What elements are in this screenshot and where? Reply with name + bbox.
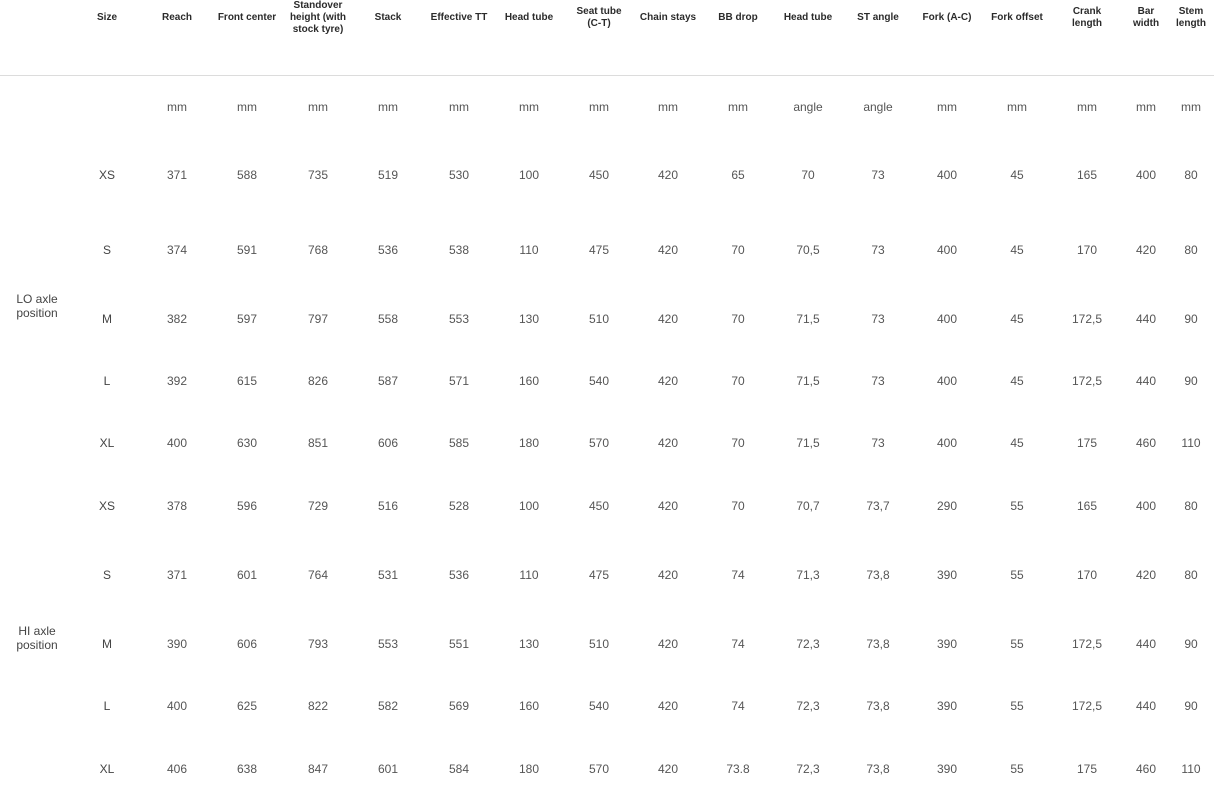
unit-label: mm xyxy=(167,100,187,114)
size-cell: XS xyxy=(98,499,116,513)
unit-label: angle xyxy=(793,100,823,114)
table-cell: 822 xyxy=(307,699,329,713)
table-cell: 558 xyxy=(377,312,399,326)
table-cell: 729 xyxy=(307,499,329,513)
unit-label: mm xyxy=(1181,100,1201,114)
table-cell: 70 xyxy=(731,312,745,326)
axle-position-label-line: position xyxy=(16,638,58,652)
table-cell: 587 xyxy=(377,374,399,388)
column-header-line: height (with xyxy=(289,12,347,23)
table-cell: 165 xyxy=(1076,168,1098,182)
column-header-line: Fork (A-C) xyxy=(922,12,972,23)
table-cell: 528 xyxy=(448,499,470,513)
table-cell: 45 xyxy=(1010,312,1024,326)
table-cell: 70,7 xyxy=(796,499,820,513)
column-header-line: Effective TT xyxy=(430,12,488,23)
column-header-line: Seat tube xyxy=(576,6,622,17)
table-cell: 516 xyxy=(377,499,399,513)
unit-label: mm xyxy=(378,100,398,114)
table-cell: 601 xyxy=(377,762,399,776)
table-cell: 847 xyxy=(307,762,329,776)
unit-label: angle xyxy=(863,100,893,114)
table-cell: 390 xyxy=(936,699,958,713)
table-cell: 80 xyxy=(1184,243,1198,257)
table-cell: 475 xyxy=(588,568,610,582)
table-cell: 72,3 xyxy=(796,762,820,776)
header-divider xyxy=(0,75,1214,76)
table-cell: 440 xyxy=(1135,637,1157,651)
table-cell: 70 xyxy=(731,436,745,450)
table-cell: 172,5 xyxy=(1071,374,1103,388)
column-header xyxy=(1133,6,1159,30)
column-header xyxy=(923,12,972,24)
table-cell: 175 xyxy=(1076,436,1098,450)
table-cell: 400 xyxy=(936,243,958,257)
column-header-line: width xyxy=(1132,18,1160,29)
table-cell: 400 xyxy=(936,312,958,326)
table-cell: 55 xyxy=(1010,762,1024,776)
table-cell: 570 xyxy=(588,436,610,450)
table-cell: 519 xyxy=(377,168,399,182)
table-cell: 72,3 xyxy=(796,637,820,651)
table-cell: 55 xyxy=(1010,568,1024,582)
table-cell: 45 xyxy=(1010,374,1024,388)
table-cell: 536 xyxy=(377,243,399,257)
table-cell: 74 xyxy=(731,637,745,651)
table-cell: 400 xyxy=(936,374,958,388)
size-cell: L xyxy=(103,699,111,713)
column-header xyxy=(991,12,1043,24)
table-cell: 420 xyxy=(1135,243,1157,257)
unit-label: mm xyxy=(589,100,609,114)
size-cell: L xyxy=(103,374,111,388)
table-cell: 606 xyxy=(377,436,399,450)
table-cell: 530 xyxy=(448,168,470,182)
table-cell: 378 xyxy=(166,499,188,513)
table-cell: 45 xyxy=(1010,168,1024,182)
table-cell: 73 xyxy=(871,243,885,257)
table-cell: 797 xyxy=(307,312,329,326)
column-header xyxy=(290,0,346,36)
table-cell: 591 xyxy=(236,243,258,257)
table-cell: 440 xyxy=(1135,699,1157,713)
table-cell: 172,5 xyxy=(1071,637,1103,651)
table-cell: 420 xyxy=(657,312,679,326)
table-cell: 390 xyxy=(936,637,958,651)
table-cell: 73 xyxy=(871,312,885,326)
table-cell: 420 xyxy=(657,568,679,582)
unit-label: mm xyxy=(937,100,957,114)
table-cell: 110 xyxy=(519,243,539,257)
table-cell: 584 xyxy=(448,762,470,776)
column-header-line: stock tyre) xyxy=(292,24,344,35)
table-cell: 420 xyxy=(657,436,679,450)
table-cell: 851 xyxy=(307,436,329,450)
unit-label: mm xyxy=(1077,100,1097,114)
table-cell: 510 xyxy=(588,312,610,326)
column-header-line: Front center xyxy=(217,12,277,23)
size-cell: M xyxy=(102,637,112,651)
column-header-line: length xyxy=(1176,18,1206,29)
table-cell: 638 xyxy=(236,762,258,776)
column-header xyxy=(857,12,899,24)
table-cell: 392 xyxy=(166,374,188,388)
size-cell: XS xyxy=(98,168,116,182)
column-header-line: Chain stays xyxy=(639,12,697,23)
table-cell: 596 xyxy=(236,499,258,513)
column-header-line: BB drop xyxy=(718,12,758,23)
table-cell: 510 xyxy=(588,637,610,651)
table-cell: 569 xyxy=(448,699,470,713)
table-cell: 45 xyxy=(1010,436,1024,450)
table-cell: 73.8 xyxy=(726,762,750,776)
table-cell: 601 xyxy=(236,568,258,582)
table-cell: 460 xyxy=(1135,762,1157,776)
table-cell: 172,5 xyxy=(1071,699,1103,713)
table-cell: 55 xyxy=(1010,637,1024,651)
column-header-line: Stack xyxy=(374,12,402,23)
table-cell: 74 xyxy=(731,568,745,582)
table-cell: 536 xyxy=(448,568,470,582)
column-header-line: Stem xyxy=(1178,6,1204,17)
table-cell: 625 xyxy=(236,699,258,713)
table-cell: 582 xyxy=(377,699,399,713)
column-header-line: Standover xyxy=(293,0,343,11)
table-cell: 585 xyxy=(448,436,470,450)
table-cell: 400 xyxy=(166,699,188,713)
table-cell: 420 xyxy=(657,499,679,513)
column-header xyxy=(640,12,696,24)
column-header-line: length xyxy=(1072,18,1102,29)
table-cell: 73,8 xyxy=(866,568,890,582)
table-cell: 90 xyxy=(1184,637,1198,651)
table-cell: 400 xyxy=(1135,499,1157,513)
table-cell: 172,5 xyxy=(1071,312,1103,326)
table-cell: 73,7 xyxy=(866,499,890,513)
column-header xyxy=(1072,6,1102,30)
table-cell: 71,5 xyxy=(796,374,820,388)
table-cell: 400 xyxy=(936,436,958,450)
table-cell: 175 xyxy=(1076,762,1098,776)
unit-label: mm xyxy=(658,100,678,114)
table-cell: 160 xyxy=(518,699,540,713)
table-cell: 538 xyxy=(448,243,470,257)
table-cell: 588 xyxy=(236,168,258,182)
table-cell: 80 xyxy=(1184,168,1198,182)
table-cell: 160 xyxy=(518,374,540,388)
table-cell: 597 xyxy=(236,312,258,326)
table-cell: 764 xyxy=(307,568,329,582)
unit-label: mm xyxy=(1007,100,1027,114)
axle-position-label xyxy=(16,624,57,652)
column-header-line: Head tube xyxy=(504,12,554,23)
column-header xyxy=(718,12,757,24)
table-cell: 74 xyxy=(731,699,745,713)
table-cell: 768 xyxy=(307,243,329,257)
axle-position-label-line: position xyxy=(16,306,58,320)
column-header-line: Crank xyxy=(1072,6,1102,17)
table-cell: 420 xyxy=(657,168,679,182)
table-cell: 406 xyxy=(166,762,188,776)
unit-label: mm xyxy=(728,100,748,114)
table-cell: 440 xyxy=(1135,374,1157,388)
axle-position-label-line: LO axle xyxy=(16,292,58,306)
table-cell: 475 xyxy=(588,243,610,257)
column-header-line: Head tube xyxy=(783,12,833,23)
table-cell: 90 xyxy=(1184,374,1198,388)
table-cell: 73 xyxy=(871,168,885,182)
table-cell: 571 xyxy=(448,374,470,388)
table-cell: 551 xyxy=(448,637,470,651)
unit-label: mm xyxy=(449,100,469,114)
table-cell: 65 xyxy=(731,168,745,182)
table-cell: 70 xyxy=(801,168,815,182)
table-cell: 630 xyxy=(236,436,258,450)
table-cell: 390 xyxy=(936,568,958,582)
table-cell: 440 xyxy=(1135,312,1157,326)
table-cell: 553 xyxy=(448,312,470,326)
table-cell: 540 xyxy=(588,699,610,713)
table-cell: 826 xyxy=(307,374,329,388)
column-header xyxy=(1176,6,1206,30)
table-cell: 400 xyxy=(166,436,188,450)
table-cell: 420 xyxy=(657,637,679,651)
table-cell: 80 xyxy=(1184,568,1198,582)
table-cell: 531 xyxy=(377,568,399,582)
table-cell: 55 xyxy=(1010,699,1024,713)
table-cell: 73 xyxy=(871,374,885,388)
table-cell: 450 xyxy=(588,499,610,513)
table-cell: 165 xyxy=(1076,499,1098,513)
size-cell: S xyxy=(102,243,112,257)
table-cell: 390 xyxy=(936,762,958,776)
column-header xyxy=(576,6,621,30)
table-cell: 55 xyxy=(1010,499,1024,513)
table-cell: 71,5 xyxy=(796,436,820,450)
column-header xyxy=(375,12,402,24)
table-cell: 70 xyxy=(731,374,745,388)
table-cell: 70 xyxy=(731,243,745,257)
table-cell: 70 xyxy=(731,499,745,513)
column-header-line: Fork offset xyxy=(991,12,1043,23)
column-header xyxy=(784,12,832,24)
column-header-line: Reach xyxy=(161,12,193,23)
column-header-line: (C-T) xyxy=(587,18,611,29)
size-cell: M xyxy=(102,312,112,326)
table-cell: 110 xyxy=(1181,436,1201,450)
table-cell: 100 xyxy=(518,168,540,182)
table-cell: 73,8 xyxy=(866,762,890,776)
table-cell: 553 xyxy=(377,637,399,651)
table-cell: 70,5 xyxy=(796,243,820,257)
table-cell: 570 xyxy=(588,762,610,776)
column-header xyxy=(97,12,117,24)
table-cell: 450 xyxy=(588,168,610,182)
table-cell: 45 xyxy=(1010,243,1024,257)
table-cell: 390 xyxy=(166,637,188,651)
column-header xyxy=(162,12,192,24)
table-cell: 110 xyxy=(1181,762,1201,776)
axle-position-label xyxy=(16,292,57,320)
table-cell: 400 xyxy=(1135,168,1157,182)
unit-label: mm xyxy=(519,100,539,114)
table-cell: 110 xyxy=(519,568,539,582)
column-header-line: ST angle xyxy=(857,12,899,23)
table-cell: 73,8 xyxy=(866,699,890,713)
column-header-line: Size xyxy=(96,12,118,23)
table-cell: 793 xyxy=(307,637,329,651)
table-cell: 371 xyxy=(166,568,188,582)
table-cell: 400 xyxy=(936,168,958,182)
table-cell: 80 xyxy=(1184,499,1198,513)
table-cell: 100 xyxy=(518,499,540,513)
table-cell: 371 xyxy=(166,168,188,182)
table-cell: 460 xyxy=(1135,436,1157,450)
table-cell: 90 xyxy=(1184,699,1198,713)
table-cell: 420 xyxy=(657,762,679,776)
column-header xyxy=(218,12,276,24)
table-cell: 735 xyxy=(307,168,329,182)
table-cell: 420 xyxy=(657,374,679,388)
table-cell: 71,3 xyxy=(796,568,820,582)
table-cell: 420 xyxy=(1135,568,1157,582)
size-cell: XL xyxy=(99,762,115,776)
column-header-line: Bar xyxy=(1137,6,1155,17)
table-cell: 180 xyxy=(518,762,540,776)
table-cell: 290 xyxy=(936,499,958,513)
unit-label: mm xyxy=(237,100,257,114)
table-cell: 73 xyxy=(871,436,885,450)
table-cell: 71,5 xyxy=(796,312,820,326)
unit-label: mm xyxy=(1136,100,1156,114)
table-cell: 615 xyxy=(236,374,258,388)
table-cell: 420 xyxy=(657,699,679,713)
table-cell: 382 xyxy=(166,312,188,326)
table-cell: 180 xyxy=(518,436,540,450)
axle-position-label-line: HI axle xyxy=(18,624,56,638)
column-header xyxy=(505,12,553,24)
table-cell: 73,8 xyxy=(866,637,890,651)
table-cell: 72,3 xyxy=(796,699,820,713)
unit-label: mm xyxy=(308,100,328,114)
size-cell: S xyxy=(102,568,112,582)
table-cell: 90 xyxy=(1184,312,1198,326)
table-cell: 540 xyxy=(588,374,610,388)
size-cell: XL xyxy=(99,436,115,450)
table-cell: 170 xyxy=(1076,243,1098,257)
table-cell: 170 xyxy=(1076,568,1098,582)
table-cell: 130 xyxy=(518,637,540,651)
table-cell: 420 xyxy=(657,243,679,257)
table-cell: 374 xyxy=(166,243,188,257)
table-cell: 130 xyxy=(518,312,540,326)
column-header xyxy=(431,12,488,24)
table-cell: 606 xyxy=(236,637,258,651)
